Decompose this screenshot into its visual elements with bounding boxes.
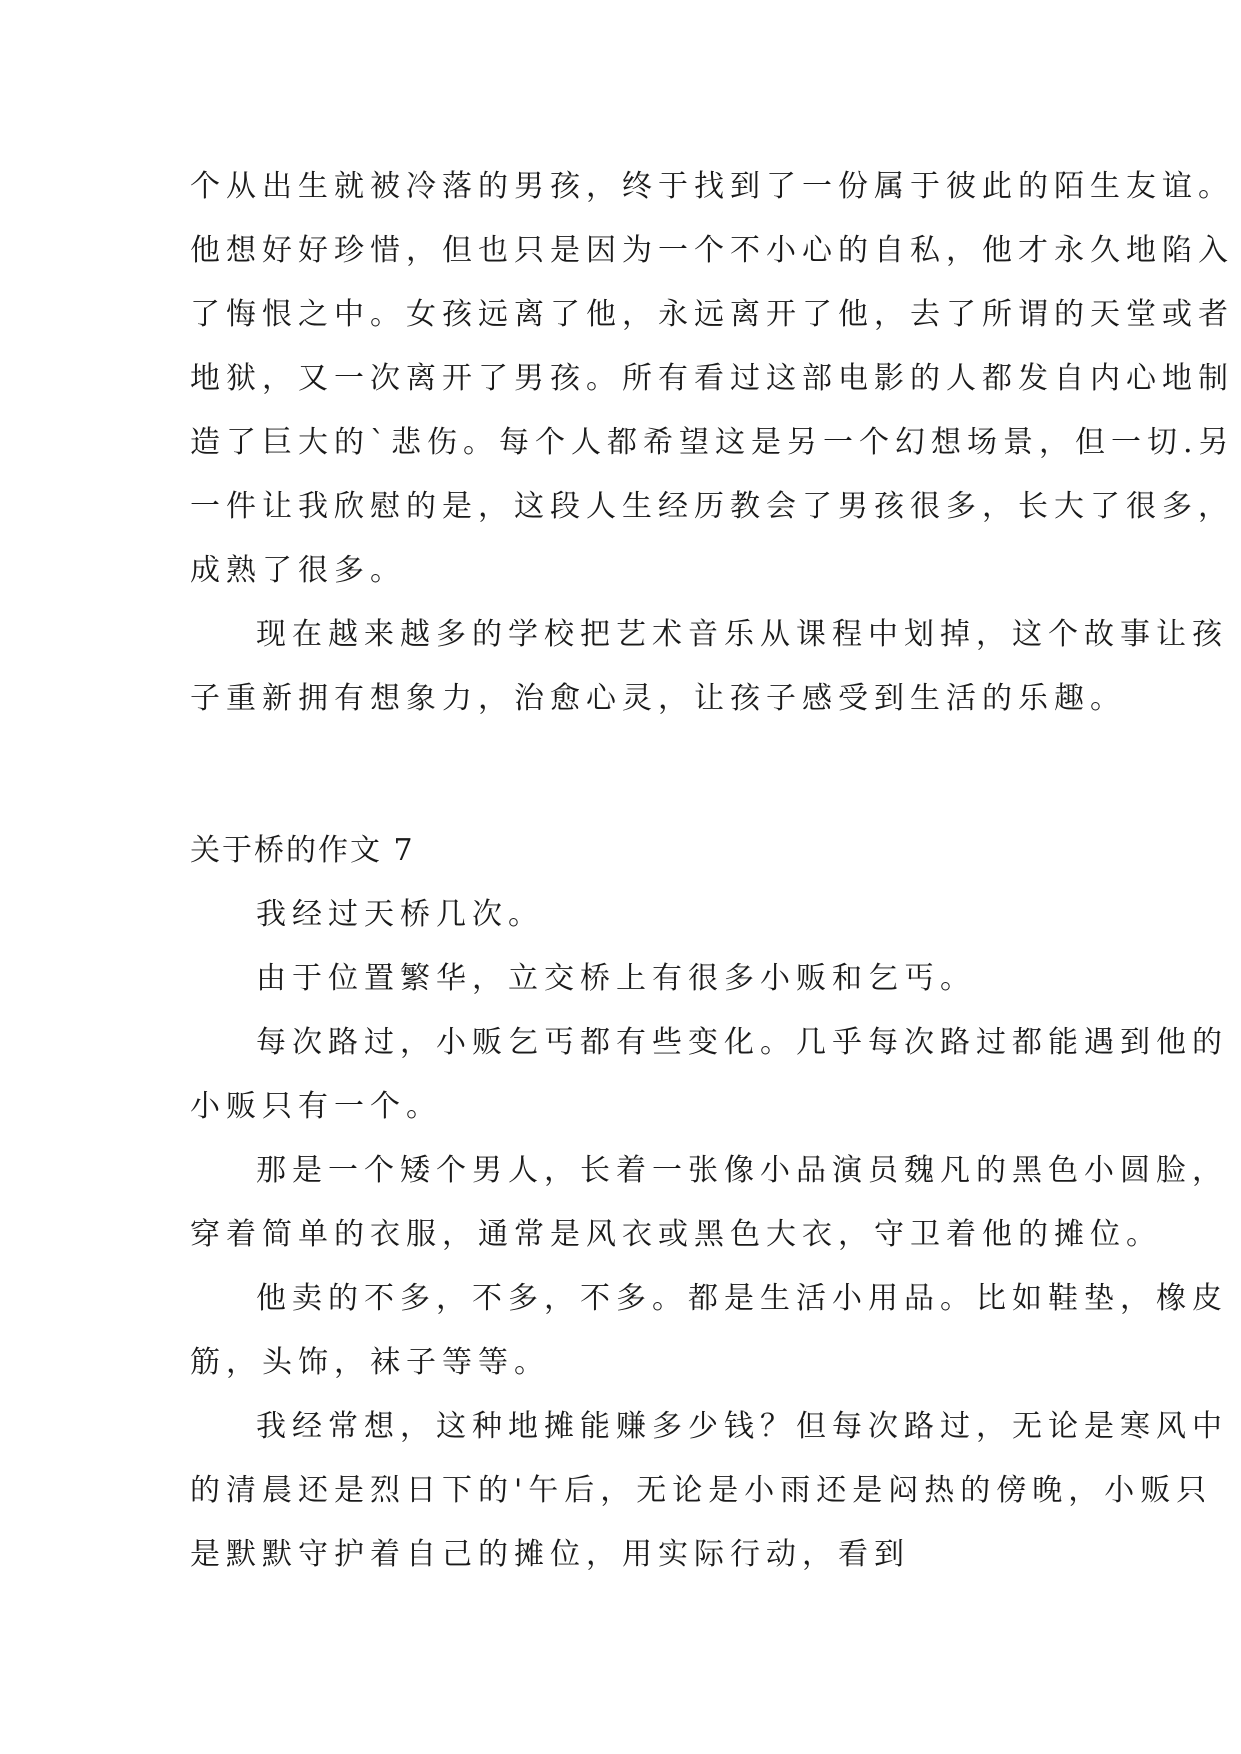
section-spacer-small xyxy=(190,795,1235,819)
paragraph: 由于位置繁华，立交桥上有很多小贩和乞丐。 xyxy=(256,961,976,996)
paragraph: 我经过天桥几次。 xyxy=(256,897,544,932)
paragraph-arts-curriculum: 现在越来越多的学校把艺术音乐从课程中划掉，这个故事让孩子重新拥有想象力，治愈心灵，让孩子感受到生活的乐趣。 xyxy=(190,617,1228,716)
section-spacer xyxy=(190,731,1235,795)
paragraph: 我经常想，这种地摊能赚多少钱？但每次路过，无论是寒风中的清晨还是烈日下的'午后，无论是小雨还是闷热的傍晚，小贩只是默默守护着自己的摊位，用实际行动，看到 xyxy=(190,1409,1228,1572)
paragraph: 每次路过，小贩乞丐都有些变化。几乎每次路过都能遇到他的小贩只有一个。 xyxy=(190,1025,1228,1124)
paragraph: 他卖的不多，不多，不多。都是生活小用品。比如鞋垫，橡皮筋，头饰，袜子等等。 xyxy=(190,1281,1228,1380)
paragraph: 那是一个矮个男人，长着一张像小品演员魏凡的黑色小圆脸，穿着简单的衣服，通常是风衣或黑色大衣，守卫着他的摊位。 xyxy=(190,1153,1228,1252)
document-page xyxy=(190,155,1235,1587)
section-title: 关于桥的作文 7 xyxy=(190,833,415,868)
paragraph-continuation: 个从出生就被冷落的男孩，终于找到了一份属于彼此的陌生友谊。他想好好珍惜，但也只是因为一个不小心的自私，他才永久地陷入了悔恨之中。女孩远离了他，永远离开了他，去了所谓的天堂或者地狱，又一次离开了男孩。所有看过这部电影的人都发自内心地制造了巨大的`悲伤。每个人都希望这是另一个幻想场景，但一切.另一件让我欣慰的是，这段人生经历教会了男孩很多，长大了很多，成熟了很多。 xyxy=(190,169,1235,588)
